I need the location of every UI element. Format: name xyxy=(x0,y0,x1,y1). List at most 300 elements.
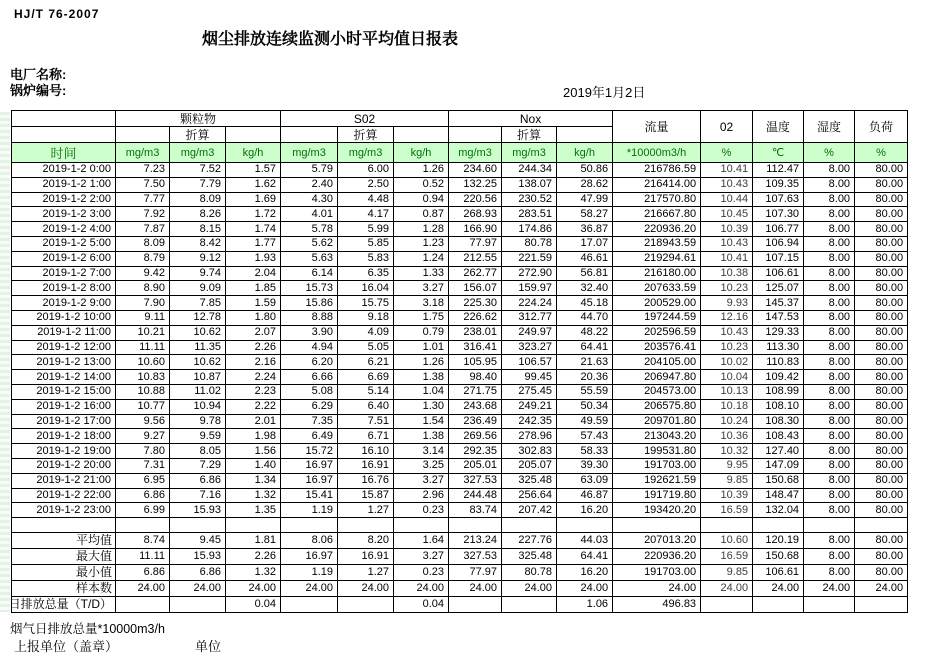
value-cell xyxy=(338,518,394,533)
value-cell: 132.04 xyxy=(753,503,804,518)
value-cell: 7.92 xyxy=(116,207,170,222)
value-cell: 1.34 xyxy=(226,473,281,488)
time-cell xyxy=(12,518,116,533)
value-cell: 219294.61 xyxy=(613,251,701,266)
value-cell: 16.10 xyxy=(338,444,394,459)
value-cell: 159.97 xyxy=(502,281,557,296)
value-cell: 1.26 xyxy=(394,355,449,370)
value-cell: 8.15 xyxy=(170,222,226,237)
value-cell: 7.52 xyxy=(170,163,226,178)
value-cell: 10.45 xyxy=(701,207,753,222)
value-cell: 205.01 xyxy=(449,458,502,473)
value-cell: 10.39 xyxy=(701,488,753,503)
time-cell: 2019-1-2 5:00 xyxy=(12,236,116,251)
value-cell: 2.26 xyxy=(226,340,281,355)
value-cell: 1.32 xyxy=(226,488,281,503)
value-cell: 80.00 xyxy=(855,548,908,564)
value-cell: 21.63 xyxy=(557,355,613,370)
value-cell: 83.74 xyxy=(449,503,502,518)
value-cell: 6.86 xyxy=(116,564,170,580)
value-cell: 156.07 xyxy=(449,281,502,296)
boiler-number-label: 锅炉编号: xyxy=(10,83,67,98)
value-cell: 50.86 xyxy=(557,163,613,178)
value-cell: 99.45 xyxy=(502,370,557,385)
unit-cell: % xyxy=(855,143,908,163)
group-load: 负荷 xyxy=(855,111,908,143)
value-cell xyxy=(281,596,338,612)
value-cell: 10.23 xyxy=(701,281,753,296)
table-row xyxy=(12,163,908,178)
value-cell: 7.50 xyxy=(116,177,170,192)
value-cell: 24.00 xyxy=(855,580,908,596)
value-cell: 58.27 xyxy=(557,207,613,222)
table-row xyxy=(12,399,908,414)
unit-cell: kg/h xyxy=(226,143,281,163)
units-row xyxy=(12,143,908,163)
header-group-row xyxy=(12,111,908,127)
value-cell: 262.77 xyxy=(449,266,502,281)
time-cell: 2019-1-2 4:00 xyxy=(12,222,116,237)
value-cell: 10.41 xyxy=(701,251,753,266)
value-cell xyxy=(116,596,170,612)
time-cell: 2019-1-2 0:00 xyxy=(12,163,116,178)
value-cell: 7.80 xyxy=(116,444,170,459)
value-cell: 3.14 xyxy=(394,444,449,459)
value-cell: 1.64 xyxy=(394,532,449,548)
unit-cell: kg/h xyxy=(394,143,449,163)
value-cell: 80.00 xyxy=(855,370,908,385)
time-cell: 2019-1-2 3:00 xyxy=(12,207,116,222)
value-cell xyxy=(449,518,502,533)
value-cell: 15.86 xyxy=(281,296,338,311)
value-cell: 8.00 xyxy=(804,384,855,399)
value-cell: 46.61 xyxy=(557,251,613,266)
value-cell: 6.40 xyxy=(338,399,394,414)
table-row xyxy=(12,444,908,459)
value-cell: 10.62 xyxy=(170,355,226,370)
value-cell: 24.00 xyxy=(701,580,753,596)
time-cell: 2019-1-2 14:00 xyxy=(12,370,116,385)
value-cell: 24.00 xyxy=(338,580,394,596)
value-cell xyxy=(753,518,804,533)
value-cell: 2.50 xyxy=(338,177,394,192)
value-cell: 24.00 xyxy=(394,580,449,596)
value-cell: 220936.20 xyxy=(613,222,701,237)
value-cell: 8.00 xyxy=(804,548,855,564)
value-cell: 11.11 xyxy=(116,548,170,564)
value-cell: 2.26 xyxy=(226,548,281,564)
value-cell: 207.42 xyxy=(502,503,557,518)
value-cell: 80.00 xyxy=(855,310,908,325)
value-cell: 56.81 xyxy=(557,266,613,281)
value-cell: 8.00 xyxy=(804,281,855,296)
value-cell: 6.69 xyxy=(338,370,394,385)
value-cell: 7.90 xyxy=(116,296,170,311)
time-cell: 2019-1-2 21:00 xyxy=(12,473,116,488)
value-cell: 5.05 xyxy=(338,340,394,355)
value-cell: 10.43 xyxy=(701,325,753,340)
doc-code: HJ/T 76-2007 xyxy=(14,7,100,21)
value-cell: 5.14 xyxy=(338,384,394,399)
value-cell: 1.32 xyxy=(226,564,281,580)
row-label: 样本数 xyxy=(12,580,116,596)
value-cell: 80.00 xyxy=(855,296,908,311)
value-cell: 28.62 xyxy=(557,177,613,192)
unit-cell: mg/m3 xyxy=(116,143,170,163)
value-cell: 147.53 xyxy=(753,310,804,325)
time-cell: 2019-1-2 17:00 xyxy=(12,414,116,429)
nox-converted-label: 折算 xyxy=(502,127,557,143)
table-row xyxy=(12,473,908,488)
value-cell: 8.09 xyxy=(116,236,170,251)
value-cell: 8.00 xyxy=(804,444,855,459)
value-cell: 268.93 xyxy=(449,207,502,222)
table-row xyxy=(12,458,908,473)
value-cell: 292.35 xyxy=(449,444,502,459)
value-cell: 80.00 xyxy=(855,384,908,399)
value-cell: 7.23 xyxy=(116,163,170,178)
time-cell: 2019-1-2 19:00 xyxy=(12,444,116,459)
value-cell: 39.30 xyxy=(557,458,613,473)
value-cell: 226.62 xyxy=(449,310,502,325)
value-cell: 7.51 xyxy=(338,414,394,429)
table-row xyxy=(12,429,908,444)
value-cell: 24.00 xyxy=(449,580,502,596)
report-date: 2019年1月2日 xyxy=(563,85,646,100)
value-cell: 44.70 xyxy=(557,310,613,325)
value-cell: 271.75 xyxy=(449,384,502,399)
value-cell: 80.00 xyxy=(855,399,908,414)
value-cell: 6.86 xyxy=(170,564,226,580)
value-cell: 10.62 xyxy=(170,325,226,340)
table-row xyxy=(12,596,908,612)
value-cell: 7.87 xyxy=(116,222,170,237)
time-cell: 2019-1-2 18:00 xyxy=(12,429,116,444)
value-cell: 216180.00 xyxy=(613,266,701,281)
value-cell: 10.43 xyxy=(701,236,753,251)
value-cell: 243.68 xyxy=(449,399,502,414)
reporting-unit-label: 上报单位（盖章） xyxy=(14,639,119,654)
table-row xyxy=(12,564,908,580)
time-cell: 2019-1-2 10:00 xyxy=(12,310,116,325)
value-cell: 10.32 xyxy=(701,444,753,459)
value-cell: 7.31 xyxy=(116,458,170,473)
value-cell: 24.00 xyxy=(281,580,338,596)
value-cell: 206575.80 xyxy=(613,399,701,414)
value-cell: 15.73 xyxy=(281,281,338,296)
value-cell: 1.38 xyxy=(394,429,449,444)
table-row xyxy=(12,355,908,370)
value-cell: 80.00 xyxy=(855,281,908,296)
value-cell: 8.09 xyxy=(170,192,226,207)
value-cell: 204573.00 xyxy=(613,384,701,399)
value-cell: 80.00 xyxy=(855,503,908,518)
value-cell: 80.00 xyxy=(855,564,908,580)
value-cell: 275.45 xyxy=(502,384,557,399)
value-cell: 1.74 xyxy=(226,222,281,237)
value-cell: 3.27 xyxy=(394,473,449,488)
value-cell: 3.25 xyxy=(394,458,449,473)
value-cell: 107.30 xyxy=(753,207,804,222)
group-so2: S02 xyxy=(281,111,449,127)
value-cell: 10.04 xyxy=(701,370,753,385)
value-cell: 0.04 xyxy=(226,596,281,612)
value-cell xyxy=(170,518,226,533)
value-cell: 48.22 xyxy=(557,325,613,340)
value-cell: 220.56 xyxy=(449,192,502,207)
value-cell: 8.00 xyxy=(804,458,855,473)
table-row xyxy=(12,414,908,429)
value-cell: 230.52 xyxy=(502,192,557,207)
value-cell: 112.47 xyxy=(753,163,804,178)
value-cell: 10.38 xyxy=(701,266,753,281)
value-cell: 8.00 xyxy=(804,251,855,266)
data-rows xyxy=(12,163,908,533)
value-cell: 1.06 xyxy=(557,596,613,612)
so2-converted-label: 折算 xyxy=(338,127,394,143)
value-cell: 1.26 xyxy=(394,163,449,178)
value-cell: 10.60 xyxy=(701,532,753,548)
value-cell: 12.78 xyxy=(170,310,226,325)
value-cell: 80.00 xyxy=(855,532,908,548)
value-cell: 10.02 xyxy=(701,355,753,370)
value-cell: 148.47 xyxy=(753,488,804,503)
value-cell: 8.00 xyxy=(804,473,855,488)
value-cell: 15.72 xyxy=(281,444,338,459)
value-cell: 15.41 xyxy=(281,488,338,503)
value-cell xyxy=(804,518,855,533)
value-cell: 47.99 xyxy=(557,192,613,207)
value-cell: 272.90 xyxy=(502,266,557,281)
unit-cell: mg/m3 xyxy=(502,143,557,163)
value-cell: 3.27 xyxy=(394,281,449,296)
time-cell: 2019-1-2 13:00 xyxy=(12,355,116,370)
value-cell: 191703.00 xyxy=(613,458,701,473)
value-cell: 1.72 xyxy=(226,207,281,222)
value-cell: 16.04 xyxy=(338,281,394,296)
value-cell: 17.07 xyxy=(557,236,613,251)
value-cell: 8.00 xyxy=(804,355,855,370)
value-cell xyxy=(281,518,338,533)
report-table xyxy=(8,110,908,613)
value-cell: 5.63 xyxy=(281,251,338,266)
value-cell: 113.30 xyxy=(753,340,804,355)
group-humidity: 湿度 xyxy=(804,111,855,143)
value-cell: 16.91 xyxy=(338,548,394,564)
group-pm: 颗粒物 xyxy=(116,111,281,127)
table-row xyxy=(12,518,908,533)
pm-converted-label: 折算 xyxy=(170,127,226,143)
value-cell: 193420.20 xyxy=(613,503,701,518)
value-cell: 225.30 xyxy=(449,296,502,311)
value-cell: 8.00 xyxy=(804,399,855,414)
value-cell xyxy=(753,596,804,612)
time-cell: 2019-1-2 2:00 xyxy=(12,192,116,207)
table-row xyxy=(12,580,908,596)
unit-cell: ℃ xyxy=(753,143,804,163)
value-cell: 127.40 xyxy=(753,444,804,459)
value-cell: 8.00 xyxy=(804,177,855,192)
value-cell: 12.16 xyxy=(701,310,753,325)
value-cell: 1.23 xyxy=(394,236,449,251)
value-cell: 9.78 xyxy=(170,414,226,429)
plant-name-label: 电厂名称: xyxy=(10,67,67,82)
value-cell xyxy=(855,518,908,533)
value-cell: 5.62 xyxy=(281,236,338,251)
value-cell: 2.96 xyxy=(394,488,449,503)
value-cell: 3.27 xyxy=(394,548,449,564)
value-cell: 224.24 xyxy=(502,296,557,311)
value-cell: 9.56 xyxy=(116,414,170,429)
value-cell: 132.25 xyxy=(449,177,502,192)
value-cell: 80.00 xyxy=(855,192,908,207)
value-cell: 15.93 xyxy=(170,503,226,518)
value-cell: 213.24 xyxy=(449,532,502,548)
value-cell: 1.54 xyxy=(394,414,449,429)
value-cell: 242.35 xyxy=(502,414,557,429)
table-row xyxy=(12,340,908,355)
value-cell: 24.00 xyxy=(753,580,804,596)
value-cell: 9.59 xyxy=(170,429,226,444)
value-cell: 6.95 xyxy=(116,473,170,488)
time-header: 时间 xyxy=(12,143,116,163)
table-row xyxy=(12,281,908,296)
value-cell: 16.97 xyxy=(281,548,338,564)
value-cell xyxy=(855,596,908,612)
unit-cell: mg/m3 xyxy=(449,143,502,163)
value-cell: 10.18 xyxy=(701,399,753,414)
value-cell: 8.05 xyxy=(170,444,226,459)
value-cell: 220936.20 xyxy=(613,548,701,564)
value-cell: 327.53 xyxy=(449,473,502,488)
value-cell: 6.99 xyxy=(116,503,170,518)
value-cell: 10.23 xyxy=(701,340,753,355)
time-cell: 2019-1-2 8:00 xyxy=(12,281,116,296)
value-cell: 11.11 xyxy=(116,340,170,355)
value-cell: 15.75 xyxy=(338,296,394,311)
group-o2: 02 xyxy=(701,111,753,143)
value-cell: 10.87 xyxy=(170,370,226,385)
value-cell: 199531.80 xyxy=(613,444,701,459)
value-cell: 106.57 xyxy=(502,355,557,370)
time-cell: 2019-1-2 23:00 xyxy=(12,503,116,518)
value-cell: 109.42 xyxy=(753,370,804,385)
value-cell: 8.06 xyxy=(281,532,338,548)
table-row xyxy=(12,251,908,266)
value-cell: 16.97 xyxy=(281,473,338,488)
value-cell: 0.23 xyxy=(394,564,449,580)
value-cell: 58.33 xyxy=(557,444,613,459)
value-cell: 15.87 xyxy=(338,488,394,503)
value-cell: 11.02 xyxy=(170,384,226,399)
value-cell: 9.18 xyxy=(338,310,394,325)
value-cell: 80.00 xyxy=(855,414,908,429)
value-cell: 20.36 xyxy=(557,370,613,385)
value-cell: 16.59 xyxy=(701,503,753,518)
value-cell: 1.62 xyxy=(226,177,281,192)
value-cell: 1.28 xyxy=(394,222,449,237)
value-cell: 24.00 xyxy=(116,580,170,596)
value-cell: 2.04 xyxy=(226,266,281,281)
value-cell: 8.79 xyxy=(116,251,170,266)
value-cell: 1.33 xyxy=(394,266,449,281)
value-cell: 106.61 xyxy=(753,266,804,281)
value-cell: 6.35 xyxy=(338,266,394,281)
value-cell: 1.80 xyxy=(226,310,281,325)
value-cell: 80.00 xyxy=(855,163,908,178)
value-cell: 0.87 xyxy=(394,207,449,222)
value-cell: 323.27 xyxy=(502,340,557,355)
value-cell: 8.00 xyxy=(804,310,855,325)
value-cell: 191703.00 xyxy=(613,564,701,580)
value-cell: 9.93 xyxy=(701,296,753,311)
value-cell: 216667.80 xyxy=(613,207,701,222)
group-temperature: 温度 xyxy=(753,111,804,143)
value-cell: 16.59 xyxy=(701,548,753,564)
value-cell: 1.57 xyxy=(226,163,281,178)
value-cell: 110.83 xyxy=(753,355,804,370)
value-cell: 107.63 xyxy=(753,192,804,207)
value-cell: 1.40 xyxy=(226,458,281,473)
value-cell: 6.21 xyxy=(338,355,394,370)
value-cell: 16.20 xyxy=(557,503,613,518)
value-cell: 203576.41 xyxy=(613,340,701,355)
unit-cell: % xyxy=(804,143,855,163)
time-cell: 2019-1-2 16:00 xyxy=(12,399,116,414)
value-cell: 3.90 xyxy=(281,325,338,340)
unit-cell: *10000m3/h xyxy=(613,143,701,163)
value-cell: 6.66 xyxy=(281,370,338,385)
time-cell: 2019-1-2 11:00 xyxy=(12,325,116,340)
value-cell: 5.85 xyxy=(338,236,394,251)
value-cell: 80.00 xyxy=(855,251,908,266)
value-cell: 9.85 xyxy=(701,473,753,488)
value-cell: 216786.59 xyxy=(613,163,701,178)
value-cell: 10.94 xyxy=(170,399,226,414)
value-cell: 0.04 xyxy=(394,596,449,612)
value-cell: 207633.59 xyxy=(613,281,701,296)
value-cell: 4.01 xyxy=(281,207,338,222)
value-cell: 1.19 xyxy=(281,564,338,580)
value-cell: 10.83 xyxy=(116,370,170,385)
value-cell: 80.78 xyxy=(502,564,557,580)
value-cell xyxy=(394,518,449,533)
time-cell: 2019-1-2 1:00 xyxy=(12,177,116,192)
unit-cell: mg/m3 xyxy=(338,143,394,163)
value-cell xyxy=(502,596,557,612)
value-cell: 145.37 xyxy=(753,296,804,311)
value-cell: 8.00 xyxy=(804,163,855,178)
table-row xyxy=(12,296,908,311)
value-cell: 218943.59 xyxy=(613,236,701,251)
value-cell: 212.55 xyxy=(449,251,502,266)
value-cell: 8.00 xyxy=(804,207,855,222)
value-cell: 10.41 xyxy=(701,163,753,178)
value-cell: 108.30 xyxy=(753,414,804,429)
value-cell: 9.12 xyxy=(170,251,226,266)
group-flow: 流量 xyxy=(613,111,701,143)
flue-gas-total-note: 烟气日排放总量*10000m3/h xyxy=(10,622,165,636)
value-cell: 49.59 xyxy=(557,414,613,429)
value-cell: 249.97 xyxy=(502,325,557,340)
value-cell: 8.00 xyxy=(804,296,855,311)
value-cell xyxy=(502,518,557,533)
value-cell: 125.07 xyxy=(753,281,804,296)
value-cell: 1.30 xyxy=(394,399,449,414)
value-cell: 1.85 xyxy=(226,281,281,296)
value-cell: 8.00 xyxy=(804,222,855,237)
time-cell: 2019-1-2 20:00 xyxy=(12,458,116,473)
